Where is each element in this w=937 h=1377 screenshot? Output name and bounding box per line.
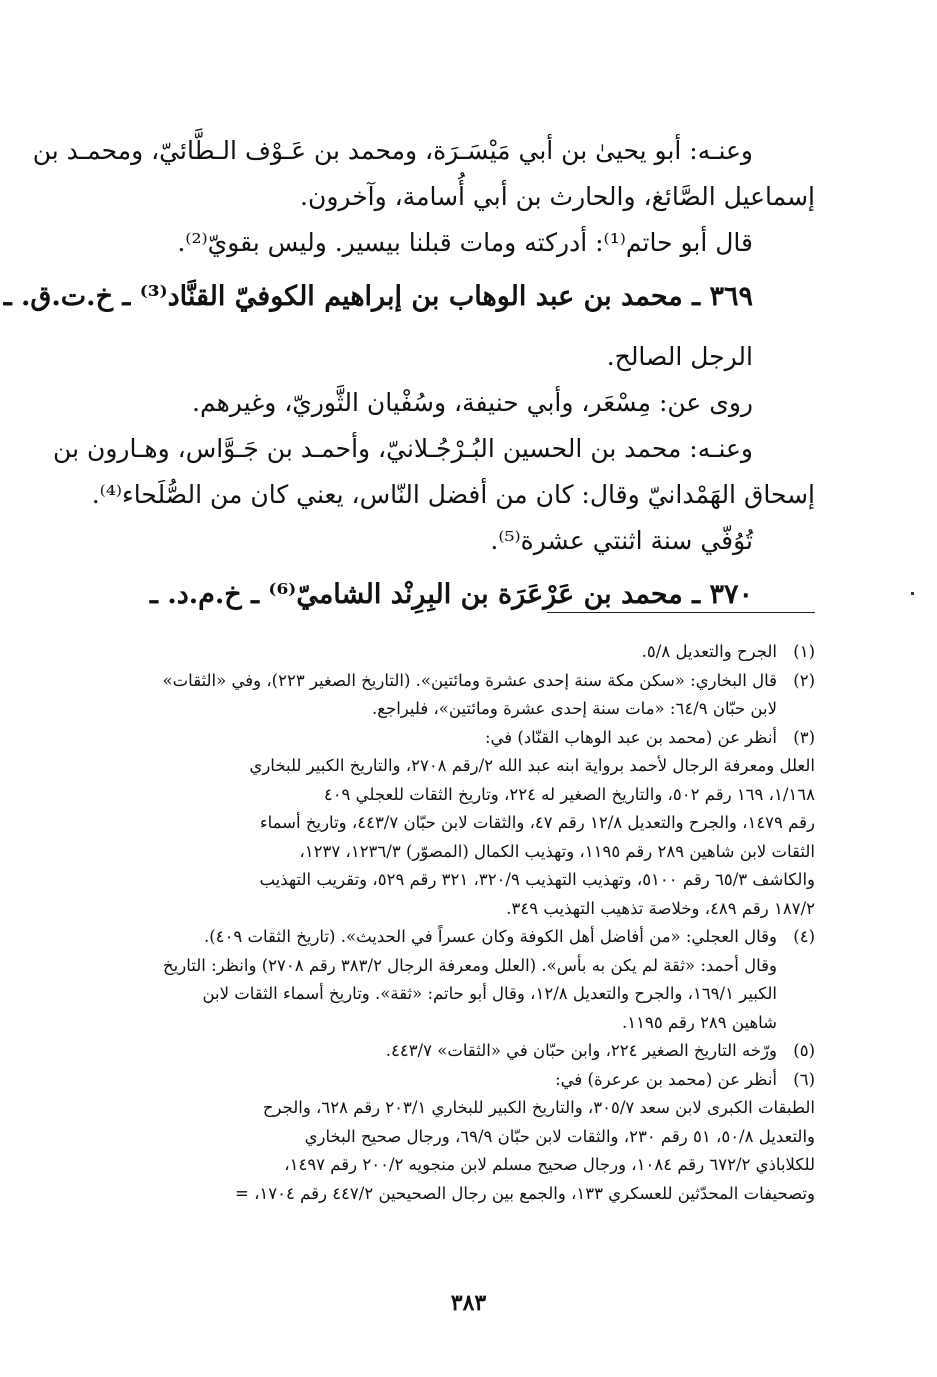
footnote-text: والتعديل ٥٠/٨، ٥١ رقم ٢٣٠، والثقات لابن حبّان ٦٩/٩، ورجال صحيح البخاري <box>304 1126 815 1146</box>
footnote-line <box>95 1066 815 1095</box>
footnote-text: لابن حبّان ٦٤/٩: «مات سنة إحدى عشرة ومائتين»، فليراجع. <box>371 699 777 718</box>
footnote-text: الكبير ١٦٩/١، والجرح والتعديل ١٢/٨، وقال أبو حاتم: «ثقة». وتاريخ أسماء الثقات لابن <box>202 984 777 1003</box>
entry-heading-370: ٣٧٠ ـ محمد بن عَرْعَرَة بن البِرِنْد الشاميّ⁽⁶⁾ ـ خ.م.د. ـ <box>150 579 753 610</box>
text-line: روى عن: مِسْعَر، وأبي حنيفة، وسُفْيان الثَّوريّ، وغيرهم. <box>192 388 753 417</box>
footnote-text: العلل ومعرفة الرجال لأحمد برواية ابنه عبد الله ٢/رقم ٢٧٠٨، والتاريخ الكبير للبخاري <box>249 756 815 775</box>
main-text <box>3 128 815 632</box>
footnotes <box>95 638 815 1208</box>
footnote-line <box>95 724 815 753</box>
footnote-line <box>95 667 815 696</box>
footnote-text: أنظر عن (محمد بن عبد الوهاب القنّاد) في: <box>484 727 777 747</box>
footnote-number: (٤) <box>793 927 815 946</box>
scan-mark <box>911 592 914 595</box>
footnote-number: (٦) <box>793 1069 815 1089</box>
text-line: الرجل الصالح. <box>606 342 753 371</box>
footnote-text: ١/١٦٨، ١٦٩ رقم ٥٠٢، والتاريخ الصغير له ٢٢٤، وتاريخ الثقات للعجلي ٤٠٩ <box>323 784 815 804</box>
footnote-text: شاهين ٢٨٩ رقم ١١٩٥. <box>622 1012 777 1032</box>
footnote-number: (١) <box>793 642 815 661</box>
footnote-text: أنظر عن (محمد بن عرعرة) في: <box>555 1069 777 1089</box>
footnote-line <box>95 866 815 895</box>
footnote-number: (٥) <box>793 1041 815 1060</box>
footnote-separator <box>547 612 815 613</box>
entry-heading-369: ٣٦٩ ـ محمد بن عبد الوهاب بن إبراهيم الكوفيّ القنَّاد⁽³⁾ ـ خ.ت.ق. ـ <box>3 281 753 312</box>
footnote-line <box>95 1151 815 1180</box>
footnote-line <box>95 1123 815 1152</box>
footnote-line <box>95 838 815 867</box>
footnote-line <box>95 980 815 1009</box>
text-line: وعنـه: أبو يحيىٰ بن أبي مَيْسَـرَة، ومحمد بن عَـوْف الـطَّائيّ، ومحمـد بن <box>32 136 753 165</box>
footnote-line <box>95 895 815 924</box>
footnote-text: وتصحيفات المحدّثين للعسكري ١٣٣، والجمع بين رجال الصحيحين ٤٤٧/٢ رقم ١٧٠٤، = <box>235 1183 815 1203</box>
text-line: وعنـه: محمد بن الحسين البُـرْجُـلانيّ، وأحمـد بن جَـوَّاس، وهـارون بن <box>53 434 753 463</box>
footnote-line <box>95 1094 815 1123</box>
footnote-line <box>95 695 815 724</box>
text-line: إسماعيل الصَّائغ، والحارث بن أبي أُسامة، وآخرون. <box>300 182 815 211</box>
footnote-text: الثقات لابن شاهين ٢٨٩ رقم ١١٩٥، وتهذيب الكمال (المصوّر) ١٢٣٦/٣، ١٢٣٧، <box>299 841 815 861</box>
footnote-text: وقال العجلي: «من أفاضل أهل الكوفة وكان عسراً في الحديث». (تاريخ الثقات ٤٠٩). <box>203 927 777 946</box>
footnote-text: الجرح والتعديل ٥/٨. <box>641 642 777 661</box>
footnote-line <box>95 1180 815 1209</box>
text-line: إسحاق الهَمْدانيّ وقال: كان من أفضل النّاس، يعني كان من الصُّلَحاء⁽⁴⁾. <box>91 480 815 509</box>
page-number: ٣٨٣ <box>450 1290 487 1316</box>
footnote-line <box>95 1009 815 1038</box>
text-line: تُوُفّي سنة اثنتي عشرة⁽⁵⁾. <box>490 526 753 555</box>
footnote-text: ١٨٧/٢ رقم ٤٨٩، وخلاصة تذهيب التهذيب ٣٤٩. <box>506 898 815 918</box>
footnote-text: والكاشف ٦٥/٣ رقم ٥١٠٠، وتهذيب التهذيب ٣٢٠/٩، ٣٢١ رقم ٥٢٩، وتقريب التهذيب <box>259 870 815 889</box>
footnote-text: ورّخه التاريخ الصغير ٢٢٤، وابن حبّان في «الثقات» ٤٤٣/٧. <box>385 1041 777 1060</box>
footnote-line <box>95 809 815 838</box>
footnote-text: الطبقات الكبرى لابن سعد ٣٠٥/٧، والتاريخ الكبير للبخاري ٢٠٣/١ رقم ٦٢٨، والجرح <box>262 1098 815 1117</box>
footnote-line <box>95 752 815 781</box>
footnote-line <box>95 781 815 810</box>
footnote-line <box>95 952 815 981</box>
footnote-line <box>95 638 815 667</box>
footnote-text: للكلاباذي ٦٧٢/٢ رقم ١٠٨٤، ورجال صحيح مسلم لابن منجويه ٢٠٠/٢ رقم ١٤٩٧، <box>284 1155 815 1174</box>
footnote-number: (٢) <box>793 670 815 690</box>
footnote-text: رقم ١٤٧٩، والجرح والتعديل ١٢/٨ رقم ٤٧، والثقات لابن حبّان ٤٤٣/٧، وتاريخ أسماء <box>259 813 815 832</box>
footnote-text: وقال أحمد: «ثقة لم يكن به بأس». (العلل ومعرفة الرجال ٣٨٣/٢ رقم ٢٧٠٨) وانظر: التاريخ <box>163 955 777 975</box>
footnote-number: (٣) <box>793 727 815 747</box>
footnote-line <box>95 1037 815 1066</box>
footnote-text: قال البخاري: «سكن مكة سنة إحدى عشرة ومائتين». (التاريخ الصغير ٢٢٣)، وفي «الثقات» <box>162 670 777 690</box>
text-line: قال أبو حاتم⁽¹⁾: أدركته ومات قبلنا بيسير. وليس بقويّ⁽²⁾. <box>177 228 753 257</box>
footnote-line <box>95 923 815 952</box>
